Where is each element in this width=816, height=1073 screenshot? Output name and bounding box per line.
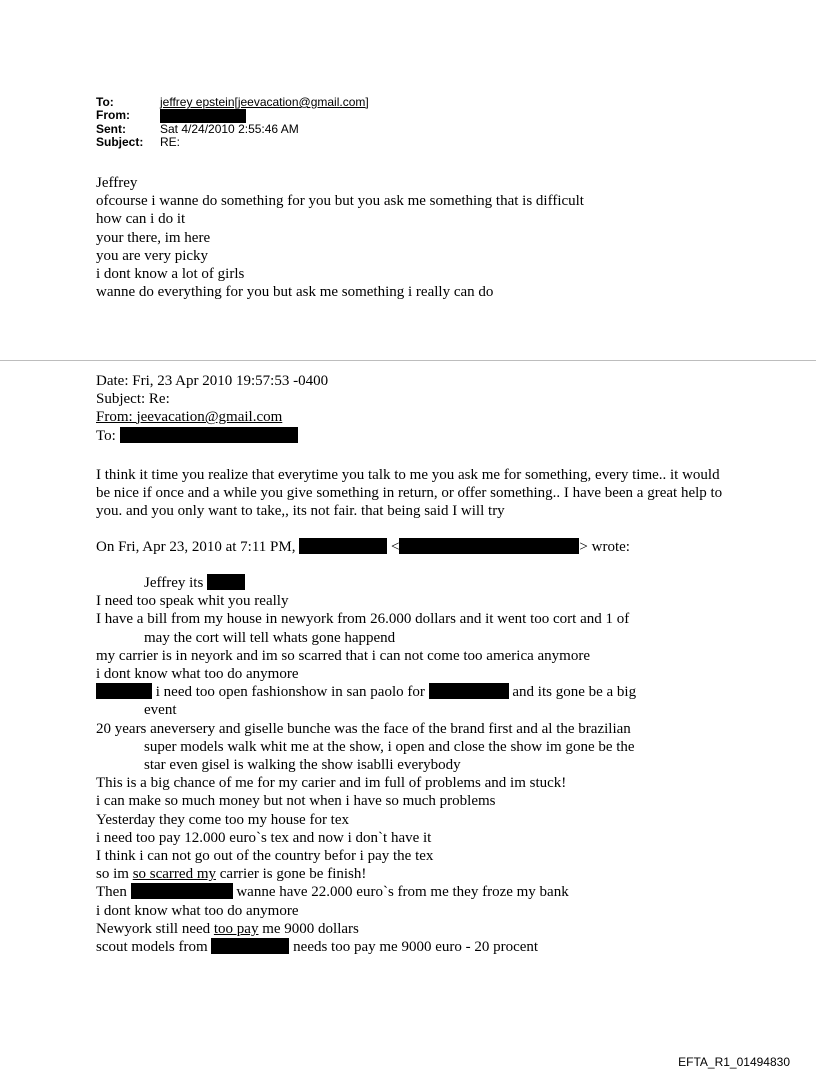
quoted-subject: Subject: Re: [96,391,170,408]
quoted-line [96,574,796,592]
quoted-line [96,920,796,938]
reply-line: i dont know a lot of girls [96,266,245,283]
reply-line: wanne do everything for you but ask me something i really can do [96,284,494,301]
quoted-line [96,683,796,701]
quoted-text: wanne have 22.000 euro`s from me they froze my bank [232,884,569,901]
quoted-line: i dont know what too do anymore [96,902,299,919]
quoted-line: i dont know what too do anymore [96,666,299,683]
redaction-box [399,538,579,554]
quoted-text: me 9000 dollars [258,920,359,937]
document-id: EFTA_R1_01494830 [678,1055,790,1069]
quoted-text: so scarred my [132,866,216,883]
quoted-line [96,865,796,883]
quoted-from-email[interactable]: jeevacation@gmail.com [136,409,283,426]
quoted-text: Jeffrey its [144,575,204,591]
quoted-line: 20 years aneversery and giselle bunche was the face of the brand first and al the brazilian [96,720,631,737]
quoted-text: needs too pay me 9000 euro - 20 procent [289,939,539,956]
quoted-date: Date: Fri, 23 Apr 2010 19:57:53 -0400 [96,373,329,389]
quoted-text: Newyork still need [96,920,214,937]
redaction-box [299,538,387,554]
quoted-line: i can make so much money but not when i have so much problems [96,793,496,810]
subject-row [96,136,369,149]
subject-value: RE: [160,135,181,149]
reply-line: ofcourse i wanne do something for you but you ask me something that is difficult [96,193,584,210]
redaction-box [160,109,246,123]
from-row [96,109,369,123]
subject-label: Subject: [96,135,144,149]
quoted-text: too pay [213,920,259,937]
sent-label: Sent: [96,122,126,136]
quoted-line: I think i can not go out of the country befor i pay the tex [96,848,434,865]
to-row [96,96,369,109]
attribution-wrote: > wrote: [579,539,630,555]
message-paragraph: I think it time you realize that everytime you talk to me you ask me for something, every time.. it would be nice if once and a while you give something in return, or offer something.. I have been a great help to you. and you only want to take,, its not fair. that being said I will try [96,467,723,520]
from-label: From: [96,108,130,122]
quoted-line: i need too pay 12.000 euro`s tex and now i don`t have it [96,829,432,846]
quoted-line: I need too speak whit you really [96,593,289,610]
to-value[interactable]: jeffrey epstein[jeevacation@gmail.com] [160,95,369,109]
redaction-box [96,683,152,699]
sent-value: Sat 4/24/2010 2:55:46 AM [160,122,299,136]
quote-attribution [96,538,630,556]
quoted-line: super models walk whit me at the show, i open and close the show im gone be the [144,738,635,755]
attribution-prefix: On Fri, Apr 23, 2010 at 7:11 PM, [96,539,296,555]
quoted-text: carrier is gone be finish! [216,866,367,883]
quoted-text: scout models from [96,939,212,956]
divider [0,360,816,361]
quoted-text: i need too open fashionshow in san paolo for [152,684,429,701]
quoted-from-prefix: From: [96,409,137,426]
quoted-text: Then [96,884,131,901]
redaction-box [120,427,298,443]
quoted-from [96,408,328,426]
quoted-header [96,372,328,445]
reply-line: Jeffrey [96,175,138,191]
to-label: To: [96,95,114,109]
quoted-line: may the cort will tell whats gone happend [144,629,396,646]
redaction-box [429,683,509,699]
reply-line: your there, im here [96,229,211,246]
redaction-box [207,574,245,590]
quoted-text: and its gone be a big [508,684,637,701]
quoted-to-label: To: [96,427,116,444]
reply-line: you are very picky [96,247,209,264]
quoted-line: I have a bill from my house in newyork from 26.000 dollars and it went too cort and 1 of [96,611,630,628]
quoted-message [96,574,796,956]
quoted-text: so im [96,866,133,883]
quoted-to [96,427,328,445]
quoted-line: Yesterday they come too my house for tex [96,811,350,828]
reply-body [96,174,584,301]
attribution-lt: < [390,539,400,555]
quoted-line: This is a big chance of me for my carier and im full of problems and im stuck! [96,775,567,792]
quoted-line [96,883,796,901]
quoted-line: my carrier is in neyork and im so scarred that i can not come too america anymore [96,647,590,664]
quoted-line [96,938,796,956]
redaction-box [131,883,233,899]
email-header [96,96,369,149]
quoted-line: event [144,702,177,719]
redaction-box [211,938,289,954]
quoted-line: star even gisel is walking the show isablli everybody [144,757,461,774]
reply-line: how can i do it [96,211,186,228]
